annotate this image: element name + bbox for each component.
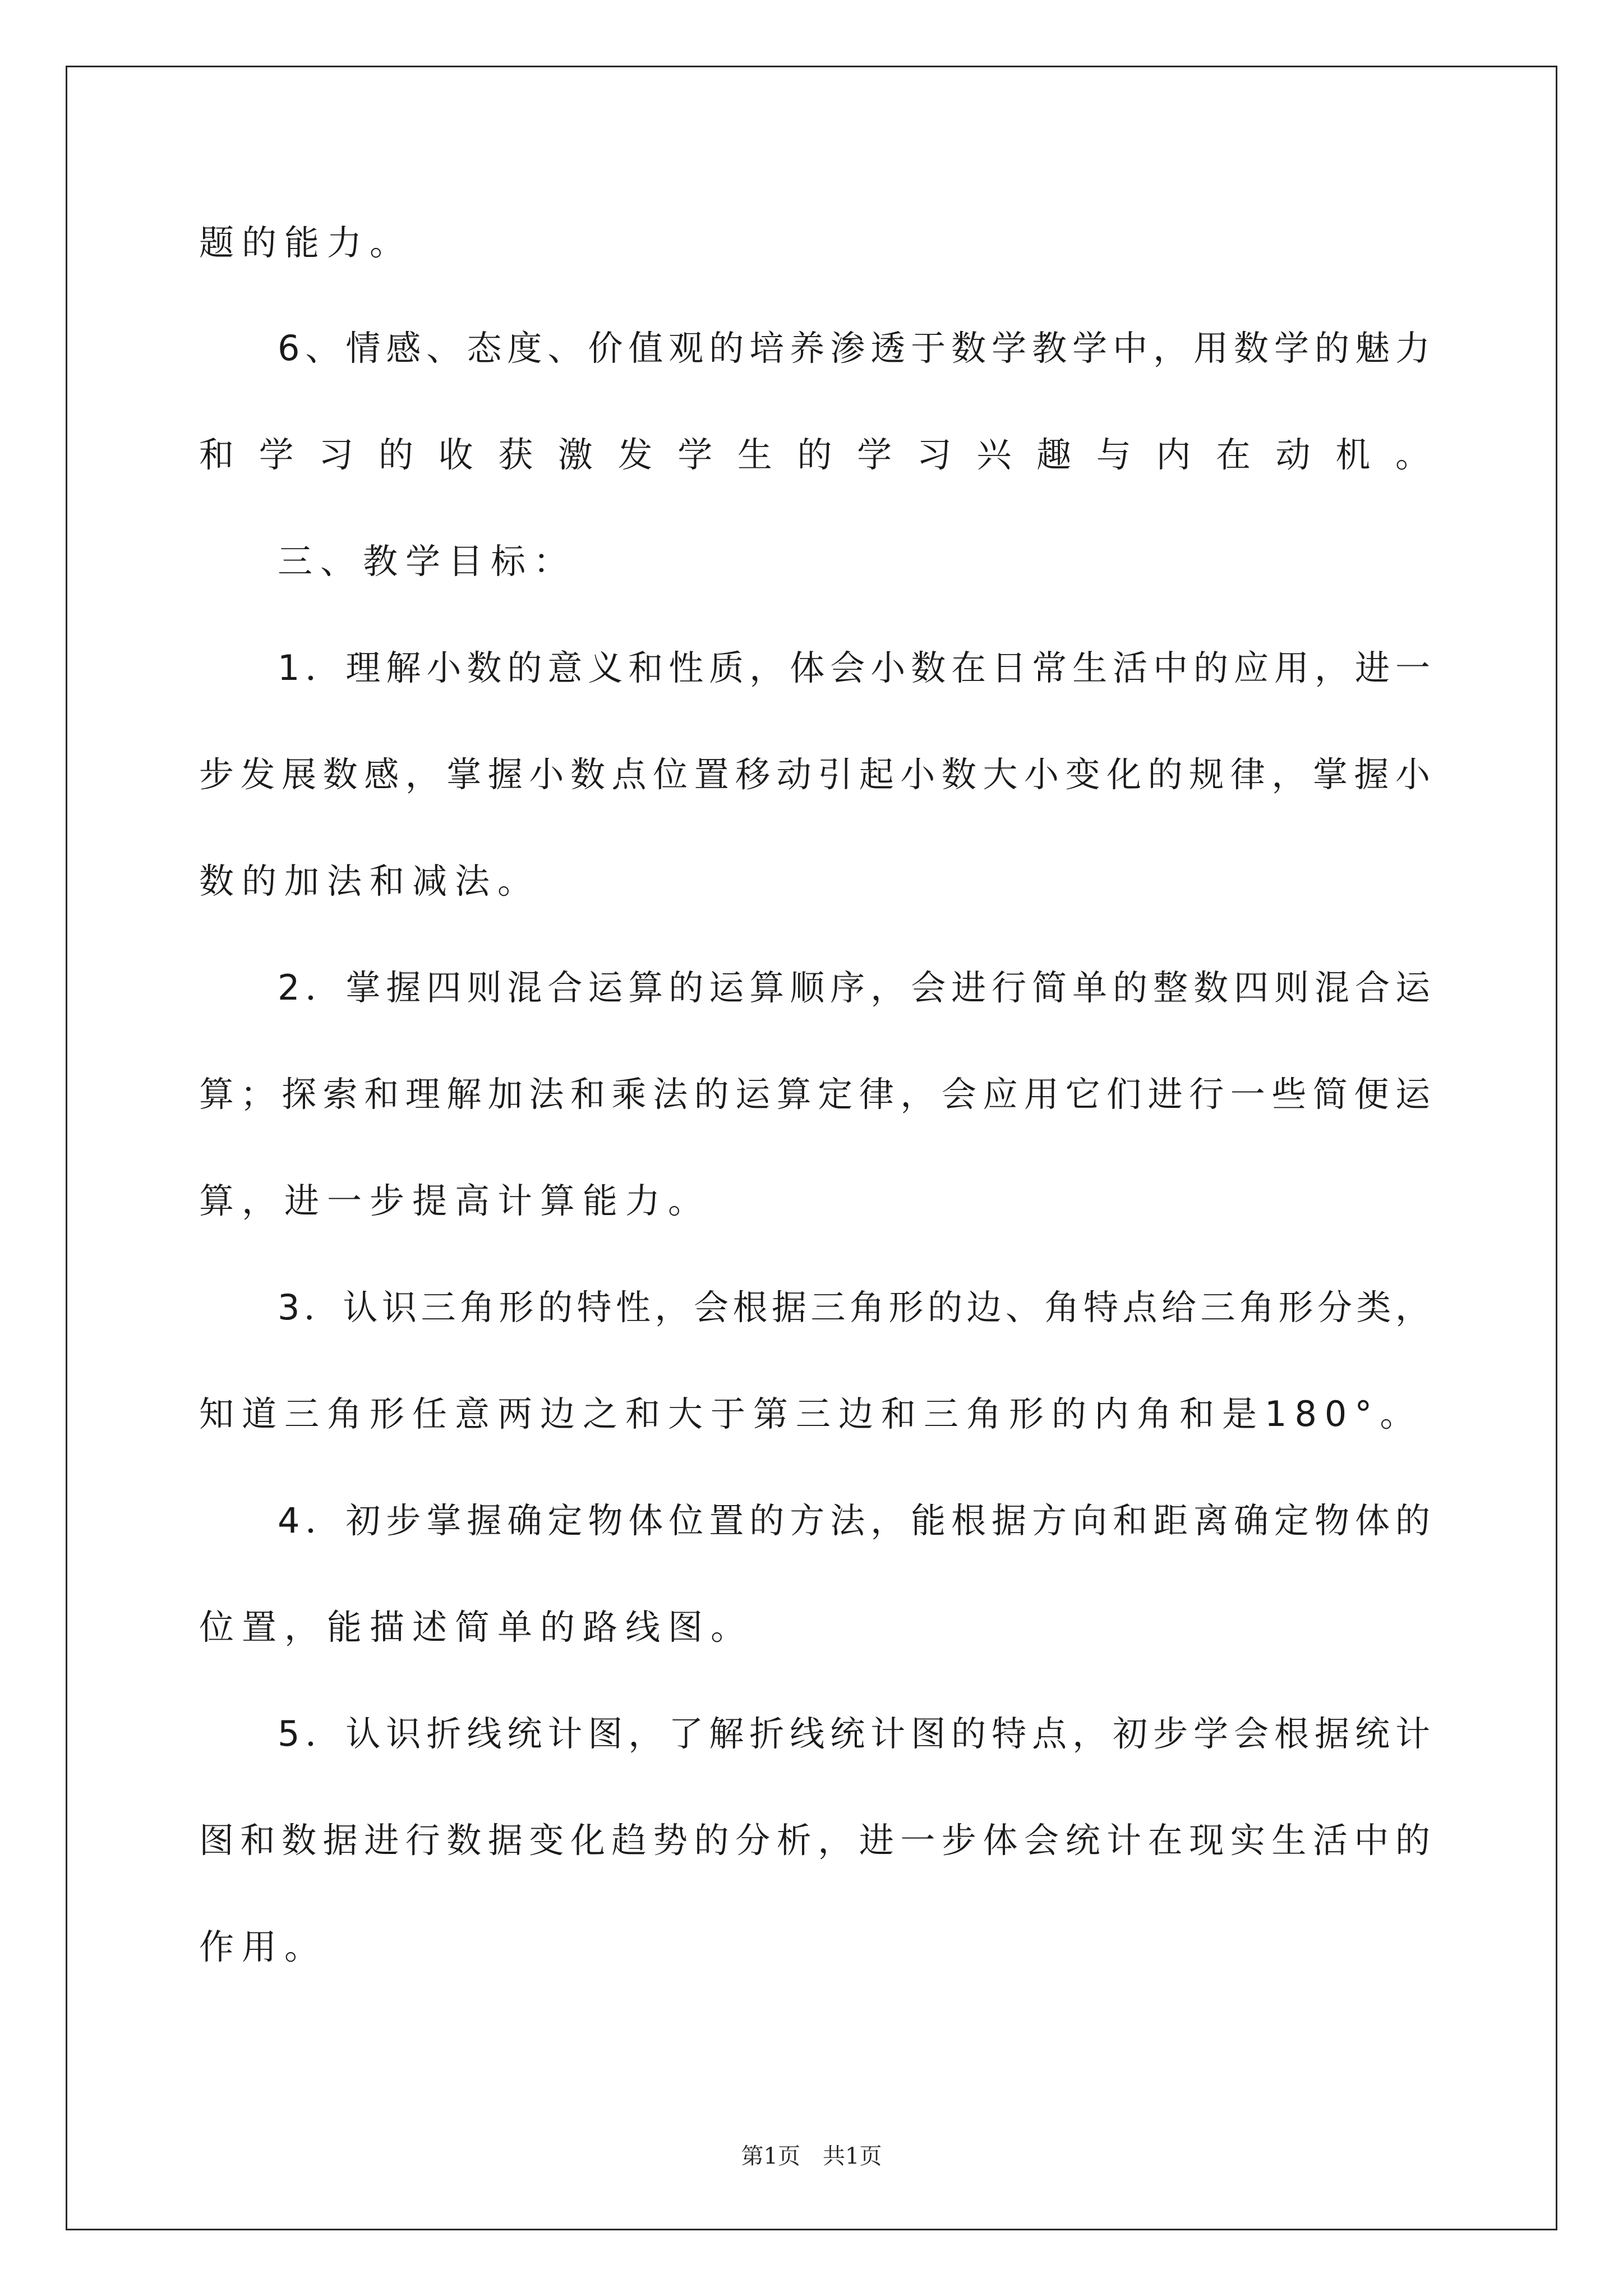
- text-line: 算；探索和理解加法和乘法的运算定律，会应用它们进行一些简便运: [199, 1074, 1430, 1115]
- text-line: 题的能力。: [199, 222, 413, 263]
- text-line: 4．初步掌握确定物体位置的方法，能根据方向和距离确定物体的: [278, 1500, 1430, 1541]
- text-line: 图和数据进行数据变化趋势的分析，进一步体会统计在现实生活中的: [199, 1820, 1430, 1861]
- text-line: 1．理解小数的意义和性质，体会小数在日常生活中的应用，进一: [278, 647, 1430, 688]
- text-line: 数的加法和减法。: [199, 861, 541, 901]
- text-line: 位置，能描述简单的路线图。: [199, 1607, 754, 1648]
- text-line: 作用。: [199, 1926, 328, 1967]
- text-line: 步发展数感，掌握小数点位置移动引起小数大小变化的规律，掌握小: [199, 754, 1430, 795]
- text-line: 算，进一步提高计算能力。: [199, 1180, 711, 1221]
- text-line: 3．认识三角形的特性，会根据三角形的边、角特点给三角形分类，: [278, 1287, 1430, 1328]
- text-line: 5．认识折线统计图，了解折线统计图的特点，初步学会根据统计: [278, 1713, 1430, 1754]
- text-line: 和学习的收获激发学生的学习兴趣与内在动机。: [199, 434, 1430, 475]
- page-footer: 第1页 共1页: [741, 2143, 882, 2169]
- text-line: 2．掌握四则混合运算的运算顺序，会进行简单的整数四则混合运: [278, 967, 1430, 1008]
- section-heading: 三、教学目标：: [278, 541, 577, 582]
- text-line: 6、情感、态度、价值观的培养渗透于数学教学中，用数学的魅力: [278, 328, 1430, 369]
- text-line: 知道三角形任意两边之和大于第三边和三角形的内角和是180°。: [199, 1393, 1423, 1434]
- page-border: [66, 66, 1557, 2230]
